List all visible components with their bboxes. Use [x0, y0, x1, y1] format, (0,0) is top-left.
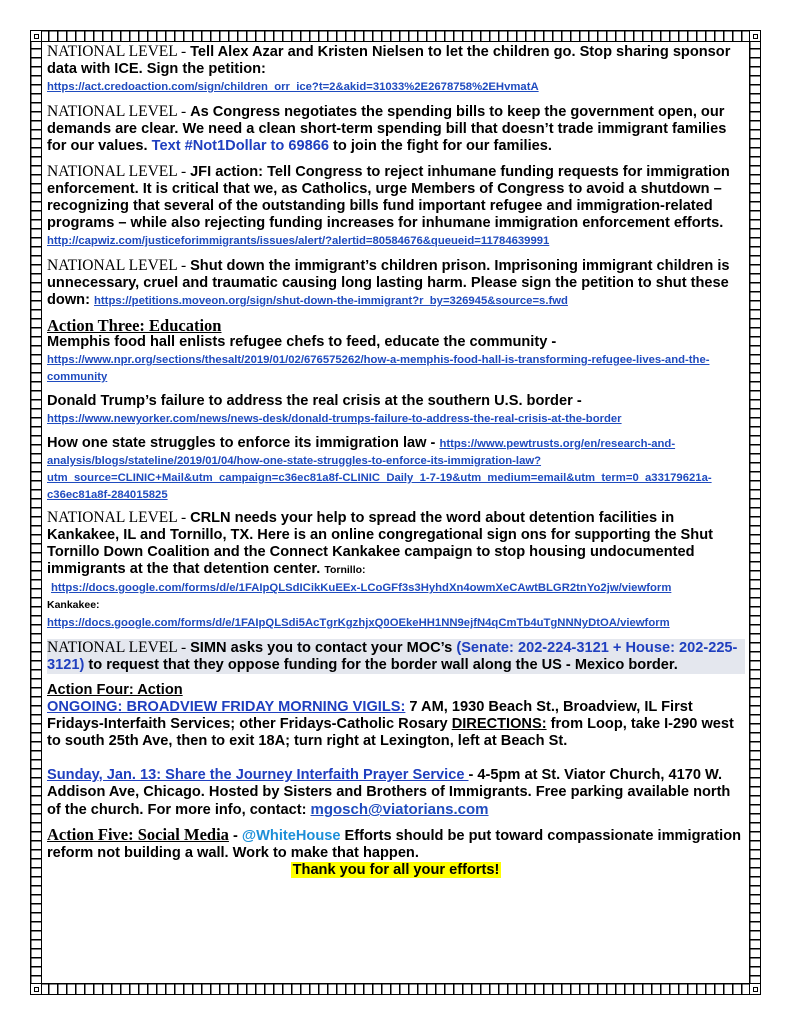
phone-numbers: (Senate: 202-224-3121 + House: 202-225-3121)	[47, 640, 738, 673]
vigil-details: 7 AM, 1930 Beach St., Broadview, IL First Fridays-Interfaith Services; other Fridays-Catholic Rosary	[47, 699, 693, 732]
block-text-suffix: to request that they oppose funding for the border wall along the US - Mexico border.	[84, 657, 678, 673]
national-petition-block	[47, 43, 745, 95]
dash: -	[228, 828, 242, 844]
service-details: - 4-5pm at St. Viator Church, 4170 W. Addison Ave, Chicago. Hosted by Sisters and Brothers of Immigrants. Free parking available north of the church. For more info, contact:	[47, 767, 731, 818]
petition-link[interactable]: https://act.credoaction.com/sign/children_orr_ice?t=2&akid=31033%2E2678758%2EHvmatA	[47, 81, 539, 93]
article-title: How one state struggles to enforce its immigration law -	[47, 435, 440, 451]
border-top	[30, 30, 761, 42]
thanks-line	[47, 862, 745, 879]
national-prison-block	[47, 257, 745, 309]
thank-you-text: Thank you for all your efforts!	[292, 862, 500, 878]
moveon-link[interactable]: https://petitions.moveon.org/sign/shut-down-the-immigrant?r_by=326945&source=s.fwd	[94, 295, 568, 307]
border-right	[749, 30, 761, 995]
border-left	[30, 30, 42, 995]
vigil-item	[47, 699, 745, 750]
block-text: SIMN asks you to contact your MOC’s	[190, 640, 457, 656]
block-text-suffix: to join the fight for our families.	[328, 138, 552, 154]
contact-email[interactable]: mgosch@viatorians.com	[310, 801, 489, 818]
border-bottom	[30, 983, 761, 995]
newsletter-content	[47, 43, 745, 879]
kankakee-link[interactable]: https://docs.google.com/forms/d/e/1FAIpQLSdi5AcTgrKgzhjxQ0OEkeHH1NN9ejfN4qCmTb4uTgNNNyDtOA/viewform	[47, 617, 670, 629]
border-corner	[749, 983, 761, 995]
article-link[interactable]: https://www.npr.org/sections/thesalt/2019/01/02/676575262/how-a-memphis-food-hall-is-transforming-refugee-lives-and-the-community	[47, 354, 710, 383]
border-corner	[749, 30, 761, 42]
twitter-handle[interactable]: @WhiteHouse	[241, 828, 341, 844]
action-four-section	[47, 682, 745, 819]
block-text: Tell Alex Azar and Kristen Nielsen to let the children go. Stop sharing sponsor data with ICE. Sign the petition:	[47, 44, 731, 77]
section-heading: Action Five: Social Media	[47, 825, 229, 844]
border-corner	[30, 30, 42, 42]
article-item	[47, 393, 745, 427]
section-heading: Action Four: Action	[47, 682, 183, 698]
block-text: As Congress negotiates the spending bills to keep the government open, our demands are clear. We need a clean short-term spending bill that doesn’t trade immigrant families for our values.	[47, 104, 727, 154]
tornillo-label: Tornillo:	[324, 564, 366, 576]
block-text: Shut down the immigrant’s children prison. Imprisoning immigrant children is unnecessary, cruel and traumatic causing long lasting harm. Please sign the petition to shut these down:	[47, 258, 730, 308]
article-item	[47, 435, 745, 503]
article-link[interactable]: https://www.pewtrusts.org/en/research-and-analysis/blogs/stateline/2019/01/04/how-one-state-struggles-to-enforce-its-immigration-law?utm_source=CLINIC+Mail&utm_campaign=c36ec81a8f-CLINIC_Daily_1-7-19&utm_medium=email&utm_term=0_a33179621a-c36ec81a8f-284015825	[47, 438, 712, 501]
national-crln-block	[47, 509, 745, 631]
article-item	[47, 334, 745, 385]
level-label: NATIONAL LEVEL -	[47, 509, 191, 526]
article-title: Donald Trump’s failure to address the real crisis at the southern U.S. border -	[47, 393, 582, 409]
article-title: Memphis food hall enlists refugee chefs to feed, educate the community -	[47, 334, 557, 350]
level-label: NATIONAL LEVEL -	[47, 257, 191, 274]
vigil-title[interactable]: ONGOING: BROADVIEW FRIDAY MORNING VIGILS:	[47, 699, 406, 715]
national-simn-block	[47, 639, 745, 674]
service-title[interactable]: Sunday, Jan. 13: Share the Journey Interfaith Prayer Service	[47, 767, 469, 783]
tornillo-link[interactable]: https://docs.google.com/forms/d/e/1FAIpQLSdICikKuEEx-LCoGFf3s3HyhdXn4owmXeCAwtBLGR2tnYo2jw/viewform	[51, 582, 672, 594]
action-three-section	[47, 317, 745, 503]
kankakee-label: Kankakee:	[47, 599, 100, 611]
national-jfi-block	[47, 163, 745, 249]
block-text: JFI action: Tell Congress to reject inhumane funding requests for immigration enforcement. It is critical that we, as Catholics, urge Members of Congress to avoid a shutdown – recognizing that several of the outstanding bills fund important refugee and immigration-related programs – while also rejecting funding increases for inhumane immigration enforcement efforts.	[47, 164, 730, 231]
action-five-section	[47, 826, 745, 879]
national-spending-block	[47, 103, 745, 155]
level-label: NATIONAL LEVEL -	[47, 43, 191, 60]
jfi-link[interactable]: http://capwiz.com/justiceforimmigrants/issues/alert/?alertid=80584676&queueid=11784639991	[47, 235, 550, 247]
text-campaign: Text #Not1Dollar to 69866	[151, 138, 329, 154]
level-label: NATIONAL LEVEL -	[47, 103, 191, 120]
block-text: Efforts should be put toward compassionate immigration reform not building a wall. Work to make that happen.	[47, 828, 742, 861]
level-label: NATIONAL LEVEL -	[47, 163, 191, 180]
border-corner	[30, 983, 42, 995]
directions-label: DIRECTIONS:	[451, 716, 547, 732]
directions-text: from Loop, take I-290 west to south 25th Ave, then to exit 18A; turn right at Lexington, left at Beach St.	[47, 716, 734, 749]
article-link[interactable]: https://www.newyorker.com/news/news-desk/donald-trumps-failure-to-address-the-real-crisis-at-the-border	[47, 413, 622, 425]
service-item	[47, 767, 745, 819]
level-label: NATIONAL LEVEL -	[47, 639, 191, 656]
section-heading: Action Three: Education	[47, 316, 222, 335]
block-text: CRLN needs your help to spread the word about detention facilities in Kankakee, IL and Tornillo, TX. Here is an online congregational sign ons for supporting the Shut Tornillo Down Coalition and the Connect Kankakee campaign to stop housing undocumented immigrants at the that detention center.	[47, 510, 713, 577]
